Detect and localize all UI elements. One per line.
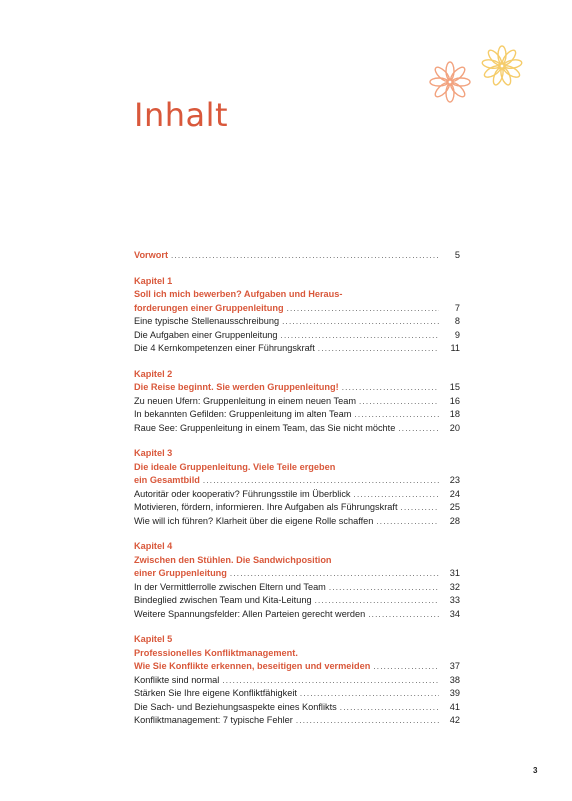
dot-leader [222,674,439,688]
chapter-label: Kapitel 1 [134,275,173,286]
toc-entry[interactable] [134,395,460,409]
toc-entry-text: einer Gruppenleitung [134,568,227,578]
toc-entry-text: Die Aufgaben einer Gruppenleitung [134,329,278,340]
page-title: Inhalt [134,96,229,134]
dot-leader [300,687,439,701]
toc-group [134,447,460,528]
toc-entry-text: Bindeglied zwischen Team und Kita-Leitung [134,595,312,605]
toc-entry[interactable] [134,249,460,263]
dot-leader [376,515,439,529]
toc-entry-text: Die 4 Kernkompetenzen einer Führungskraft [134,343,315,353]
toc-group [134,368,460,436]
chapter-label: Kapitel 4 [134,541,173,551]
toc-entry[interactable] [134,687,460,701]
chapter-headline-row[interactable] [134,381,460,395]
toc-group [134,540,460,621]
toc-page-number: 32 [449,581,460,592]
dot-leader [398,422,439,436]
chapter-label: Kapitel 2 [134,368,173,379]
toc-entry-text: Wie Sie Konflikte erkennen, beseitigen und vermeiden [134,661,371,671]
toc-page-number: 7 [454,302,460,313]
chapter-headline: Zwischen den Stühlen. Die Sandwichposition [134,554,332,565]
toc-entry-text: In bekannten Gefilden: Gruppenleitung im alten Team [134,409,352,419]
toc-entry-text: Stärken Sie Ihre eigene Konfliktfähigkeit [134,688,297,698]
dot-leader [359,395,439,409]
chapter-headline-row[interactable] [134,302,460,316]
toc-entry[interactable] [134,488,460,502]
toc-entry-text: forderungen einer Gruppenleitung [134,302,284,313]
toc-entry-text: In der Vermittlerrolle zwischen Eltern und Team [134,581,326,592]
toc-group [134,633,460,728]
toc-entry[interactable] [134,515,460,529]
dot-leader [373,660,439,674]
chapter-headline-row[interactable] [134,474,460,488]
toc-entry-text: ein Gesamtbild [134,475,200,485]
toc-entry-text: Konflikte sind normal [134,674,220,685]
toc-page-number: 33 [449,595,460,605]
toc-entry[interactable] [134,674,460,688]
toc-page-number: 42 [449,715,460,725]
toc-entry-text: Wie will ich führen? Klarheit über die eigene Rolle schaffen [134,515,374,526]
toc-page-number: 31 [449,568,460,578]
flower-icon [430,62,470,102]
dot-leader [315,594,439,608]
toc-page-number: 28 [449,515,460,526]
page-number: 3 [533,766,538,775]
dot-leader [329,581,439,595]
chapter-headline: Soll ich mich bewerben? Aufgaben und Heraus- [134,289,343,299]
toc-page-number: 5 [454,250,460,260]
toc-page-number: 41 [449,701,460,712]
toc-page-number: 8 [454,316,460,326]
toc-entry-text: Eine typische Stellenausschreibung [134,316,280,326]
dot-leader [282,315,439,329]
toc-entry-text: Vorwort [134,250,169,260]
dot-leader [354,488,439,502]
toc-page-number: 25 [449,502,460,512]
toc-page-number: 15 [449,382,460,392]
toc-entry-text: Autoritär oder kooperativ? Führungsstile im Überblick [134,488,351,499]
flower-icon [482,46,523,86]
chapter-headline-row[interactable] [134,660,460,674]
toc-entry[interactable] [134,422,460,436]
toc-group [134,249,460,263]
flower-decoration [410,40,550,120]
chapter-headline: Die ideale Gruppenleitung. Viele Teile ergeben [134,461,336,472]
table-of-contents [134,249,460,728]
toc-page-number: 16 [449,395,460,406]
toc-page-number: 9 [454,329,460,340]
toc-entry-text: Die Reise beginnt. Sie werden Gruppenleitung! [134,382,339,392]
chapter-label: Kapitel 5 [134,634,173,644]
toc-entry-text: Konfliktmanagement: 7 typische Fehler [134,715,293,725]
toc-page-number: 37 [449,661,460,671]
toc-page-number: 24 [449,488,460,499]
dot-leader [342,381,439,395]
toc-entry[interactable] [134,342,460,356]
toc-entry[interactable] [134,329,460,343]
dot-leader [281,329,439,343]
toc-entry[interactable] [134,701,460,715]
toc-page-number: 23 [449,475,460,485]
toc-page-number: 11 [450,343,460,353]
toc-entry-text: Raue See: Gruppenleitung in einem Team, das Sie nicht möchte [134,422,396,433]
chapter-label: Kapitel 3 [134,448,173,458]
dot-leader [203,474,439,488]
toc-entry-text: Die Sach- und Beziehungsaspekte eines Konflikts [134,701,337,712]
toc-entry[interactable] [134,594,460,608]
chapter-headline-row[interactable] [134,567,460,581]
toc-entry-text: Weitere Spannungsfelder: Allen Parteien gerecht werden [134,608,366,619]
toc-entry[interactable] [134,501,460,515]
dot-leader [354,408,439,422]
chapter-headline: Professionelles Konfliktmanagement. [134,647,298,658]
dot-leader [340,701,439,715]
toc-group [134,275,460,356]
toc-page-number: 18 [449,409,460,419]
toc-entry[interactable] [134,315,460,329]
toc-entry[interactable] [134,608,460,622]
toc-page-number: 39 [449,688,460,698]
dot-leader [296,714,439,728]
dot-leader [368,608,439,622]
toc-entry-text: Zu neuen Ufern: Gruppenleitung in einem neuen Team [134,395,357,406]
toc-entry[interactable] [134,408,460,422]
toc-entry-text: Motivieren, fördern, informieren. Ihre Aufgaben als Führungskraft [134,502,398,512]
toc-page-number: 38 [449,674,460,685]
dot-leader [230,567,439,581]
toc-page-number: 34 [449,608,460,619]
dot-leader [171,249,439,263]
toc-entry[interactable] [134,714,460,728]
toc-entry[interactable] [134,581,460,595]
toc-page-number: 20 [449,422,460,433]
dot-leader [318,342,439,356]
dot-leader [287,302,439,316]
dot-leader [401,501,439,515]
